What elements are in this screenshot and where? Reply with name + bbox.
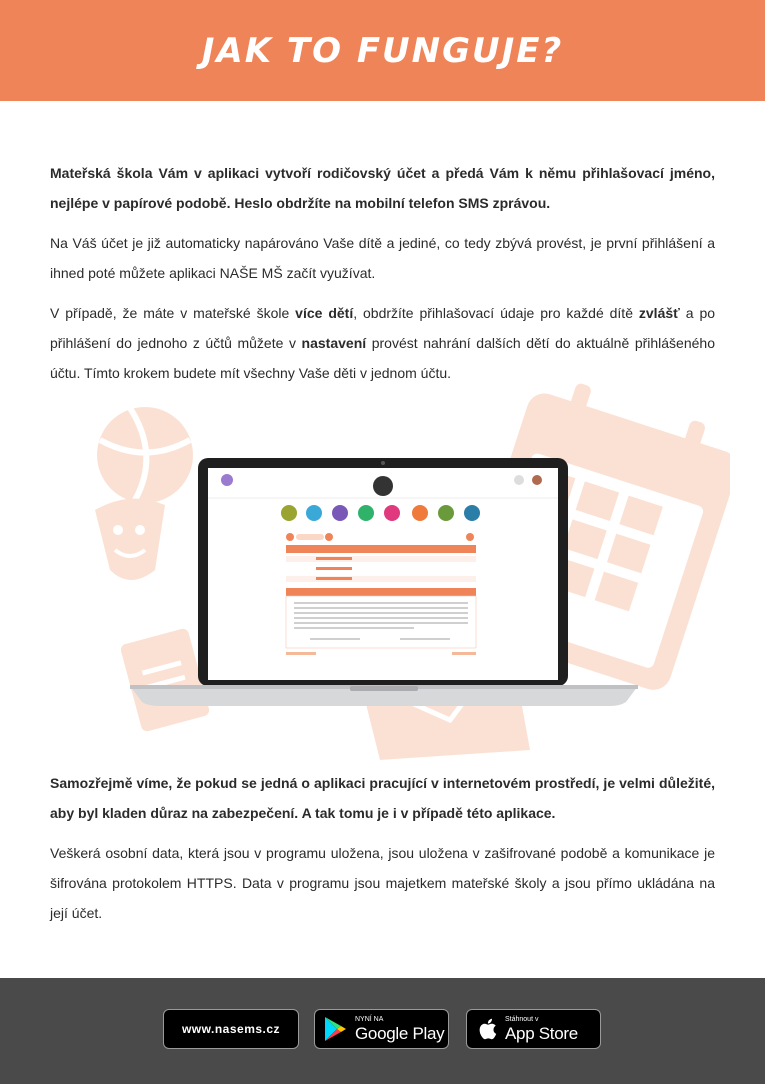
google-play-badge[interactable] bbox=[314, 1009, 449, 1049]
website-link[interactable] bbox=[163, 1009, 299, 1049]
intro-section bbox=[50, 158, 715, 398]
google-play-icon bbox=[323, 1016, 347, 1042]
text-run: provést nahrání dalších dětí do aktuálně přihlášeného účtu. Tímto krokem budete mít všechny Vaše děti v jednom účtu. bbox=[50, 335, 715, 381]
app-store-badge[interactable] bbox=[466, 1009, 601, 1049]
google-play-label: Google Play bbox=[355, 1024, 445, 1043]
intro-paragraph-2: Na Váš účet je již automaticky napárováno Vaše dítě a jediné, co tedy zbývá provést, je první přihlášení a ihned poté můžete aplikaci NAŠE MŠ začít využívat. bbox=[50, 235, 715, 281]
text-bold: více dětí bbox=[295, 305, 354, 321]
security-paragraph: Veškerá osobní data, která jsou v programu uložena, jsou uložena v zašifrované podobě a komunikace je šifrována protokolem HTTPS. Data v programu jsou majetkem mateřské školy a jsou přímo ukládána na její účet. bbox=[50, 845, 715, 921]
text-run: V případě, že máte v mateřské škole bbox=[50, 305, 296, 321]
laptop-screenshot bbox=[130, 458, 638, 706]
intro-paragraph-3 bbox=[50, 298, 715, 388]
text-run: a po přihlášení do jednoho z účtů můžete v bbox=[50, 305, 716, 351]
security-section bbox=[50, 768, 715, 938]
document-icon bbox=[120, 627, 211, 732]
google-play-small-label: NYNÍ NA bbox=[355, 1016, 384, 1023]
app-illustration bbox=[90, 380, 730, 760]
app-store-small-label: Stáhnout v bbox=[505, 1016, 539, 1023]
text-run: , obdržíte přihlašovací údaje pro každé dítě bbox=[353, 305, 639, 321]
text-bold: nastavení bbox=[301, 335, 367, 351]
apple-icon bbox=[477, 1017, 497, 1041]
basketball-icon bbox=[97, 407, 193, 503]
security-lead: Samozřejmě víme, že pokud se jedná o aplikaci pracující v internetovém prostředí, je velmi důležité, aby byl kladen důraz na zabezpečení. A tak tomu je i v případě této aplikace. bbox=[50, 775, 715, 821]
page-footer bbox=[0, 978, 765, 1084]
intro-lead: Mateřská škola Vám v aplikaci vytvoří rodičovský účet a předá Vám k němu přihlašovací jméno, nejlépe v papírové podobě. Heslo obdržíte na mobilní telefon SMS zprávou. bbox=[50, 165, 715, 211]
app-store-label: App Store bbox=[505, 1024, 578, 1043]
theater-masks-icon bbox=[95, 499, 165, 580]
page-header bbox=[0, 0, 765, 101]
website-label: www.nasems.cz bbox=[181, 1022, 281, 1036]
page-title: JAK TO FUNGUJE? bbox=[201, 30, 564, 71]
text-bold: zvlášť bbox=[638, 305, 680, 321]
